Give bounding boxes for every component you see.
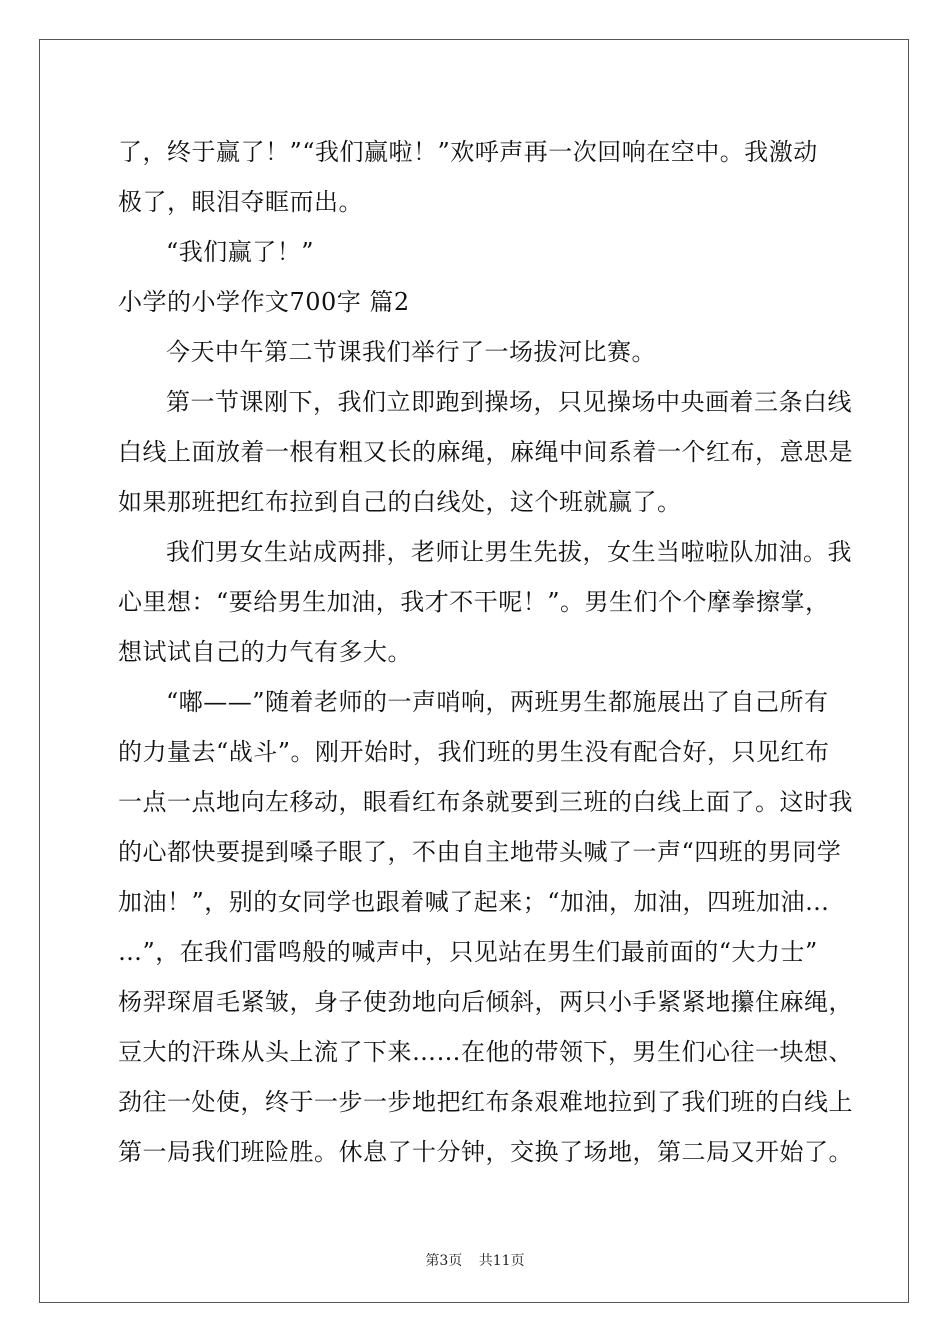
text-line: 第一局我们班险胜。休息了十分钟，交换了场地，第二局又开始了。 <box>118 1138 853 1166</box>
text-line: 豆大的汗珠从头上流了下来……在他的带领下，男生们心往一块想、 <box>118 1038 853 1066</box>
text-line: 第一节课刚下，我们立即跑到操场，只见操场中央画着三条白线 <box>166 388 852 416</box>
page-footer <box>0 1252 950 1270</box>
page-number: 第3页 <box>425 1253 463 1269</box>
text-line: 的心都快要提到嗓子眼了，不由自主地带头喊了一声“四班的男同学 <box>118 838 842 866</box>
text-line: 想试试自己的力气有多大。 <box>118 638 412 666</box>
text-line: 杨羿琛眉毛紧皱，身子使劲地向后倾斜，两只小手紧紧地攥住麻绳， <box>118 988 853 1016</box>
text-line: 极了，眼泪夺眶而出。 <box>118 188 363 216</box>
page-total: 共11页 <box>478 1253 525 1269</box>
text-line: “嘟——”随着老师的一声哨响，两班男生都施展出了自己所有 <box>166 688 829 716</box>
text-line: 加油！”，别的女同学也跟着喊了起来；“加油，加油，四班加油… <box>118 888 830 916</box>
text-line: 的力量去“战斗”。刚开始时，我们班的男生没有配合好，只见红布 <box>118 738 830 766</box>
text-line: 我们男女生站成两排，老师让男生先拔，女生当啦啦队加油。我 <box>166 538 852 566</box>
text-line: “我们赢了！” <box>166 238 315 266</box>
text-line: 今天中午第二节课我们举行了一场拔河比赛。 <box>166 338 656 366</box>
section-heading: 小学的小学作文700字 篇2 <box>118 288 410 316</box>
text-line: 心里想：“要给男生加油，我才不干呢！”。男生们个个摩拳擦掌， <box>118 588 830 616</box>
text-line: 了，终于赢了！”“我们赢啦！”欢呼声再一次回响在空中。我激动 <box>118 138 818 166</box>
text-line: 劲往一处使，终于一步一步地把红布条艰难地拉到了我们班的白线上 <box>118 1088 853 1116</box>
text-line: 白线上面放着一根有粗又长的麻绳，麻绳中间系着一个红布，意思是 <box>118 438 853 466</box>
text-line: …”，在我们雷鸣般的喊声中，只见站在男生们最前面的“大力士” <box>118 938 818 966</box>
text-line: 一点一点地向左移动，眼看红布条就要到三班的白线上面了。这时我 <box>118 788 853 816</box>
text-line: 如果那班把红布拉到自己的白线处，这个班就赢了。 <box>118 488 682 516</box>
